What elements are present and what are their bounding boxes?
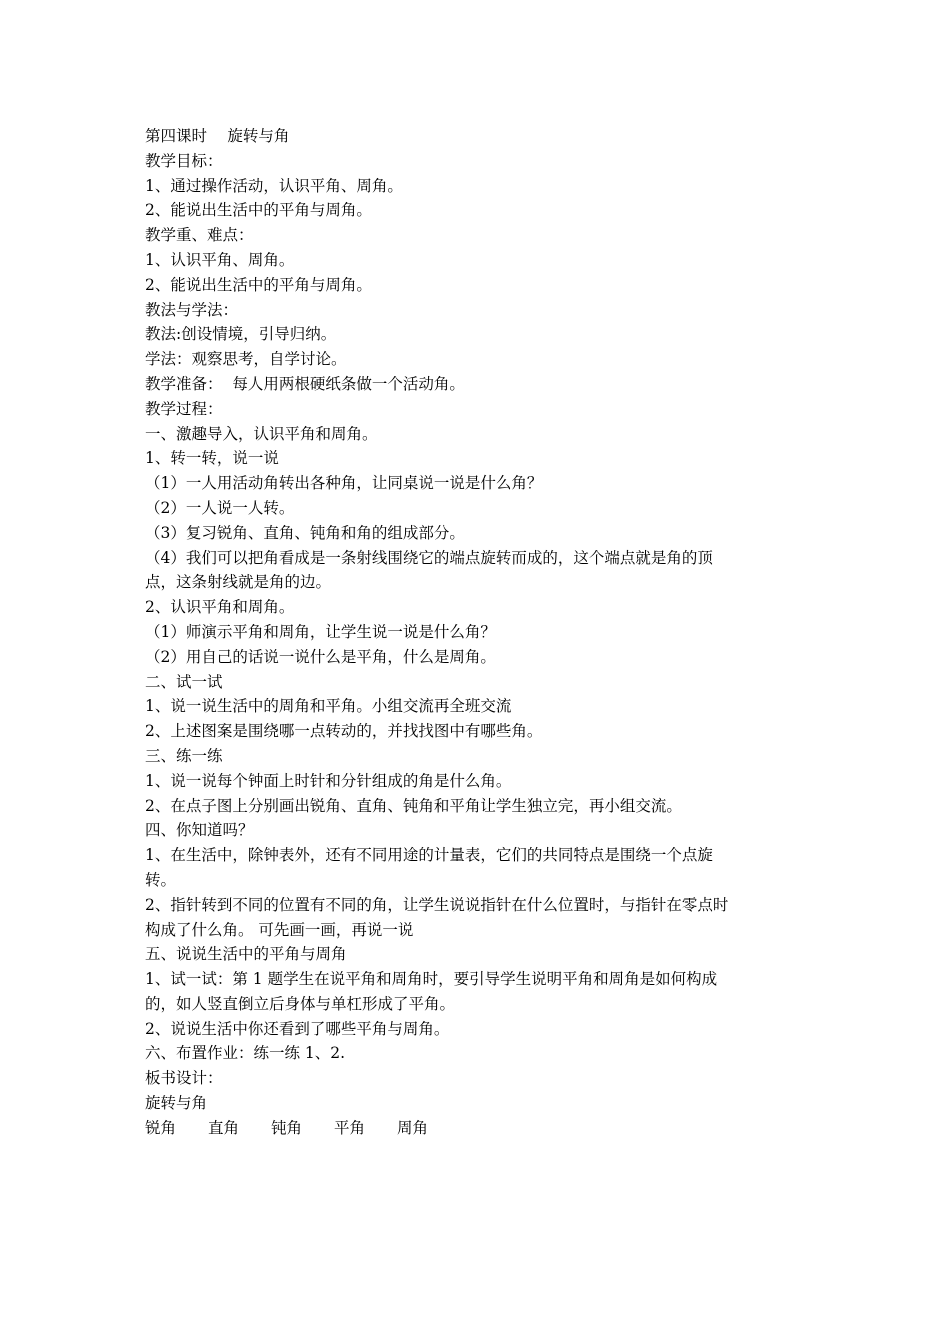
- text-line: 1、在生活中，除钟表外，还有不同用途的计量表，它们的共同特点是围绕一个点旋转。: [145, 846, 713, 889]
- angle-term: 钝角: [271, 1118, 303, 1137]
- text-line: 1、通过操作活动，认识平角、周角。: [145, 176, 403, 195]
- text-line: 2、能说出生活中的平角与周角。: [145, 201, 372, 220]
- text-line: 1、认识平角、周角。: [145, 250, 295, 269]
- text-line: 教法:创设情境，引导归纳。: [145, 325, 337, 344]
- text-line: 教学目标：: [145, 151, 223, 170]
- text-line: 2、指针转到不同的位置有不同的角，让学生说说指针在什么位置时，与指针在零点时构成了什么角。 可先画一画，再说一说: [145, 895, 729, 939]
- text-line: 四、你知道吗？: [145, 821, 254, 840]
- text-line: 2、说说生活中你还看到了哪些平角与周角。: [145, 1019, 450, 1038]
- text-line: 1、说一说每个钟面上时针和分针组成的角是什么角。: [145, 771, 512, 790]
- text-line: 教学准备： 每人用两根硬纸条做一个活动角。: [145, 374, 465, 393]
- text-line: 五、说说生活中的平角与周角: [145, 945, 347, 964]
- text-line: （1）一人用活动角转出各种角，让同桌说一说是什么角？: [145, 474, 543, 493]
- text-line: 三、练一练: [145, 746, 223, 765]
- text-line: （3）复习锐角、直角、钝角和角的组成部分。: [145, 523, 465, 542]
- angle-term: 直角: [208, 1118, 240, 1137]
- text-line: 2、能说出生活中的平角与周角。: [145, 275, 372, 294]
- text-line: 1、试一试：第 1 题学生在说平角和周角时，要引导学生说明平角和周角是如何构成的，如人竖直倒立后身体与单杠形成了平角。: [145, 970, 718, 1013]
- text-line: 2、在点子图上分别画出锐角、直角、钝角和平角让学生独立完，再小组交流。: [145, 796, 682, 815]
- text-line: 学法：观察思考，自学讨论。: [145, 350, 347, 369]
- text-line: 二、试一试: [145, 672, 223, 691]
- board-design-angles: [145, 1116, 730, 1141]
- text-line: 一、激趣导入，认识平角和周角。: [145, 424, 378, 443]
- text-line: （1）师演示平角和周角，让学生说一说是什么角？: [145, 622, 496, 641]
- angle-term: 周角: [397, 1118, 429, 1137]
- text-line: 2、上述图案是围绕哪一点转动的，并找找图中有哪些角。: [145, 722, 543, 741]
- text-line: 2、认识平角和周角。: [145, 598, 295, 617]
- angle-term: 锐角: [145, 1118, 177, 1137]
- angle-term: 平角: [334, 1118, 366, 1137]
- text-line: 教学过程：: [145, 399, 223, 418]
- page-title: 第四课时 旋转与角: [145, 127, 290, 145]
- text-line: 板书设计：: [145, 1069, 223, 1088]
- text-line: （2）一人说一人转。: [145, 498, 295, 517]
- text-line: 1、说一说生活中的周角和平角。小组交流再全班交流: [145, 697, 512, 716]
- text-line: 教法与学法：: [145, 300, 239, 319]
- text-line: 旋转与角: [145, 1094, 208, 1113]
- lesson-plan-text: [145, 124, 730, 1141]
- body-lines: [145, 149, 730, 1116]
- text-line: （2）用自己的话说一说什么是平角，什么是周角。: [145, 647, 496, 666]
- text-line: 1、转一转，说一说: [145, 449, 279, 468]
- text-line: 教学重、难点：: [145, 226, 254, 245]
- text-line: 六、布置作业：练一练 1、2.: [145, 1044, 346, 1063]
- text-line: （4）我们可以把角看成是一条射线围绕它的端点旋转而成的，这个端点就是角的顶点，这条射线就是角的边。: [145, 548, 713, 592]
